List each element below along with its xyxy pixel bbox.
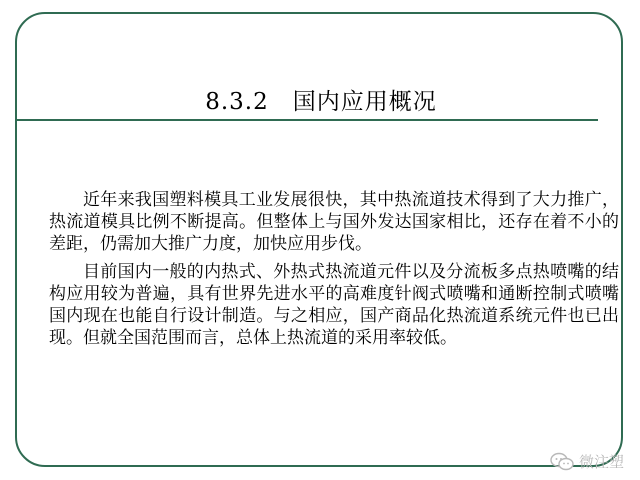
paragraph-2: 目前国内一般的内热式、外热式热流道元件以及分流板多点热喷嘴的结构应用较为普遍，具有世界先进水平的高难度针阀式喷嘴和通断控制式喷嘴 国内现在也能自行设计制造。与之相应，国产商品化热流道系统元件也已出现。但就全国范围而言，总体上热流道的采用率较低。: [49, 262, 619, 348]
slide-frame: [15, 12, 623, 467]
slide-title: 8.3.2 国内应用概况: [205, 89, 437, 115]
watermark: [549, 451, 624, 472]
title-divider: [17, 119, 598, 121]
slide-body: [49, 189, 619, 349]
wechat-icon: [549, 452, 575, 472]
paragraph-1: 近年来我国塑料模具工业发展很快，其中热流道技术得到了大力推广，热流道模具比例不断提高。但整体上与国外发达国家相比，还存在着不小的差距，仍需加大推广力度，加快应用步伐。: [49, 190, 619, 254]
watermark-text: 微注塑: [578, 453, 624, 471]
